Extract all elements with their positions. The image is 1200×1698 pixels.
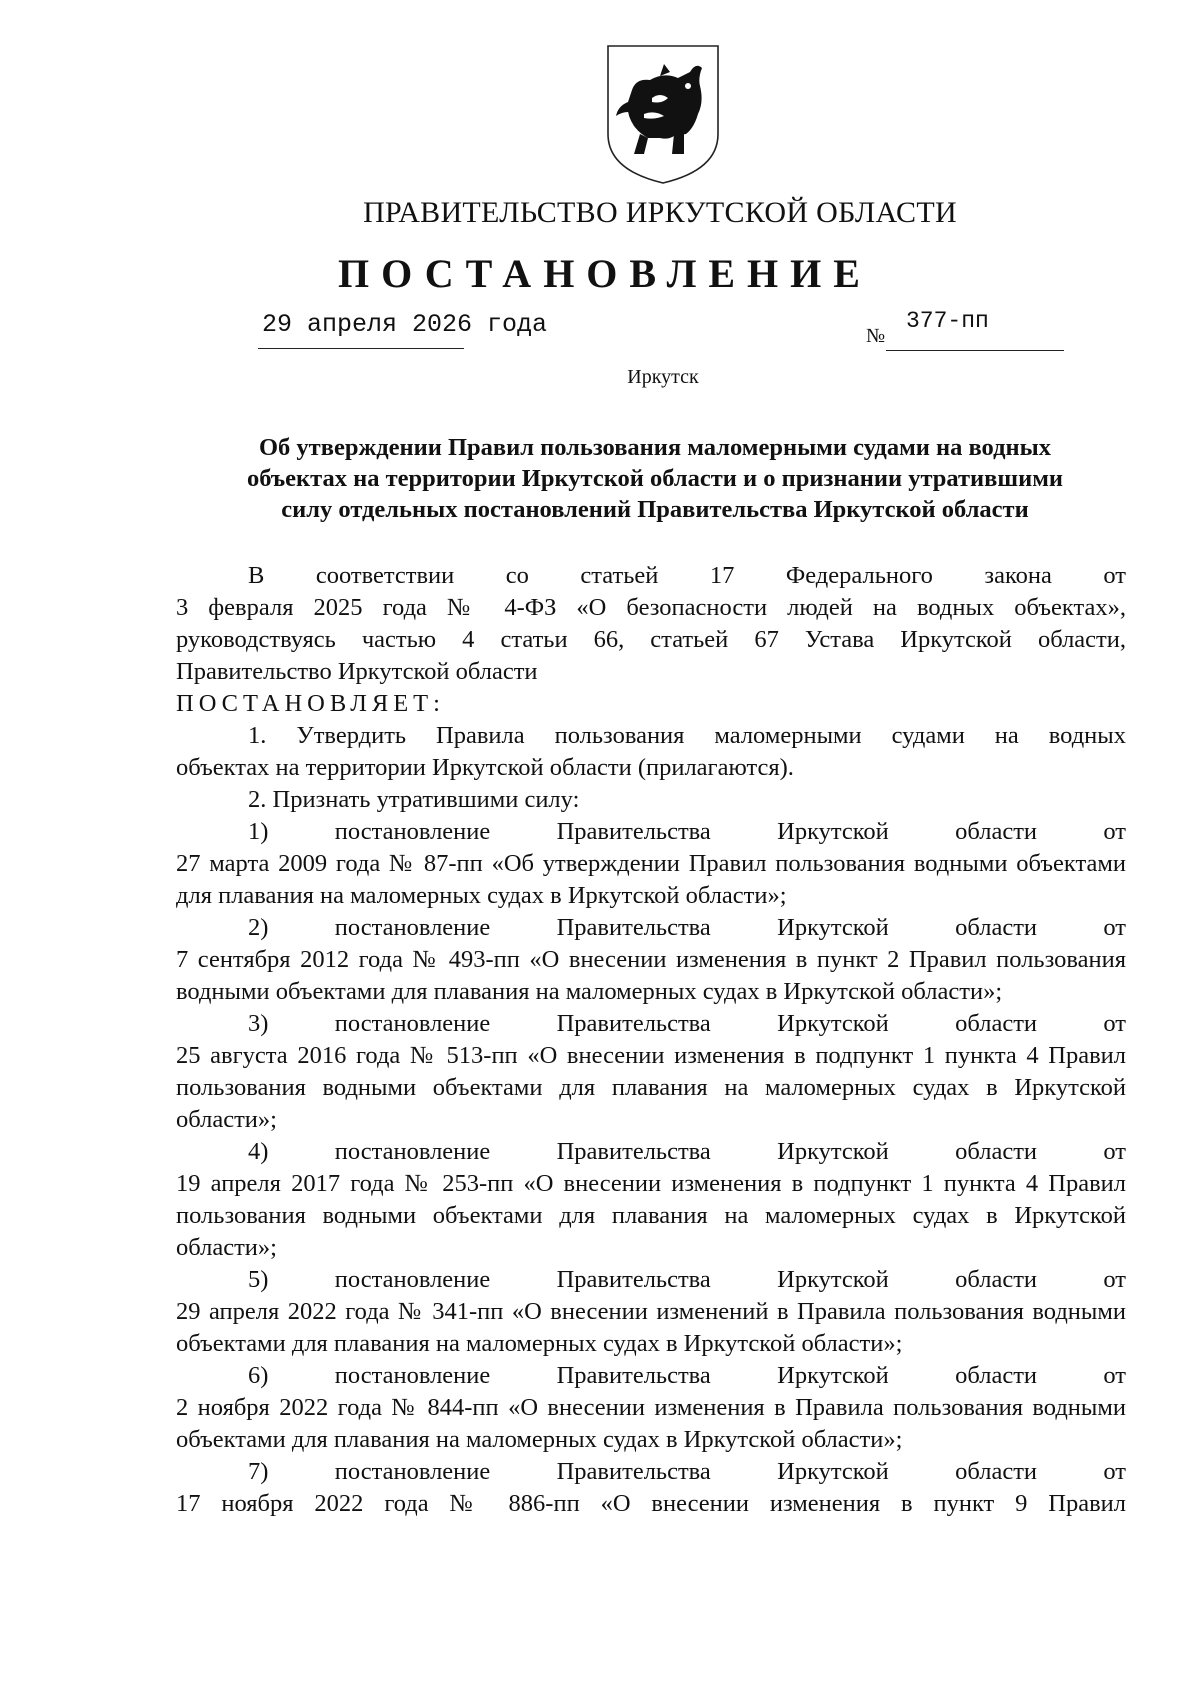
- list-item-text: 19 апреля 2017 года № 253-пп «О внесении изменения в подпункт 1 пункта 4 Правил пользования водными объектами для плавания на маломерных судах в Иркутской области»;: [176, 1170, 1126, 1261]
- babr-icon: [604, 42, 722, 187]
- list-item: [176, 1136, 1126, 1264]
- heading-line: объектах на территории Иркутской области и о признании утратившими: [246, 465, 1064, 492]
- list-item: [176, 1360, 1126, 1456]
- number-underline: [886, 350, 1064, 351]
- date-underline: [258, 348, 464, 349]
- list-item-head: 3) постановление Правительства Иркутской области от: [248, 1010, 1126, 1037]
- list-item-head: 6) постановление Правительства Иркутской области от: [248, 1362, 1126, 1389]
- repealed-list: [176, 816, 1126, 1520]
- document-date: 29 апреля 2026 года: [262, 310, 548, 339]
- list-item-text: 27 марта 2009 года № 87-пп «Об утверждении Правил пользования водными объектами для плавания на маломерных судах в Иркутской области»;: [176, 850, 1126, 909]
- preamble-line: В соответствии со статьей 17 Федерального закона от: [248, 562, 1126, 589]
- list-item-head: 4) постановление Правительства Иркутской области от: [248, 1138, 1126, 1165]
- coat-of-arms-emblem: [604, 42, 722, 187]
- list-item-head: 5) постановление Правительства Иркутской области от: [248, 1266, 1126, 1293]
- document-number: 377-пп: [906, 308, 989, 334]
- preamble-line: 3 февраля 2025 года № 4-ФЗ «О безопасности людей на водных объектах»,: [176, 594, 1126, 621]
- document-body: [176, 560, 1126, 1520]
- decree-word: ПОСТАНОВЛЯЕТ:: [176, 690, 445, 717]
- government-name: ПРАВИТЕЛЬСТВО ИРКУТСКОЙ ОБЛАСТИ: [363, 196, 957, 229]
- preamble-line: руководствуясь частью 4 статьи 66, статьей 67 Устава Иркутской области,: [176, 626, 1126, 653]
- list-item-head: 7) постановление Правительства Иркутской области от: [248, 1458, 1126, 1485]
- list-item: [176, 1456, 1126, 1520]
- heading-line: силу отдельных постановлений Правительства Иркутской области: [281, 496, 1029, 523]
- document-heading: [176, 432, 1134, 525]
- list-item-text: 7 сентября 2012 года № 493-пп «О внесении изменения в пункт 2 Правил пользования водными объектами для плавания на маломерных судах в Иркутской области»;: [176, 946, 1126, 1005]
- preamble-line: Правительство Иркутской области: [176, 658, 538, 685]
- list-item: [176, 912, 1126, 1008]
- paragraph-1-cont: объектах на территории Иркутской области (прилагаются).: [176, 754, 794, 781]
- list-item: [176, 1264, 1126, 1360]
- document-city: Иркутск: [627, 366, 699, 388]
- document-type: ПОСТАНОВЛЕНИЕ: [338, 251, 872, 296]
- list-item-text: 17 ноября 2022 года № 886-пп «О внесении изменения в пункт 9 Правил: [176, 1490, 1126, 1517]
- list-item-text: 29 апреля 2022 года № 341-пп «О внесении изменений в Правила пользования водными объектами для плавания на маломерных судах в Иркутской области»;: [176, 1298, 1126, 1357]
- list-item: [176, 1008, 1126, 1136]
- list-item-text: 25 августа 2016 года № 513-пп «О внесении изменения в подпункт 1 пункта 4 Правил пользования водными объектами для плавания на маломерных судах в Иркутской области»;: [176, 1042, 1126, 1133]
- list-item-text: 2 ноября 2022 года № 844-пп «О внесении изменения в Правила пользования водными объектами для плавания на маломерных судах в Иркутской области»;: [176, 1394, 1126, 1453]
- list-item-head: 1) постановление Правительства Иркутской области от: [248, 818, 1126, 845]
- list-item-head: 2) постановление Правительства Иркутской области от: [248, 914, 1126, 941]
- heading-line: Об утверждении Правил пользования маломерными судами на водных: [259, 434, 1051, 461]
- number-label: №: [866, 325, 886, 347]
- paragraph-1: 1. Утвердить Правила пользования маломерными судами на водных: [248, 722, 1126, 749]
- paragraph-2: 2. Признать утратившими силу:: [248, 786, 580, 813]
- list-item: [176, 816, 1126, 912]
